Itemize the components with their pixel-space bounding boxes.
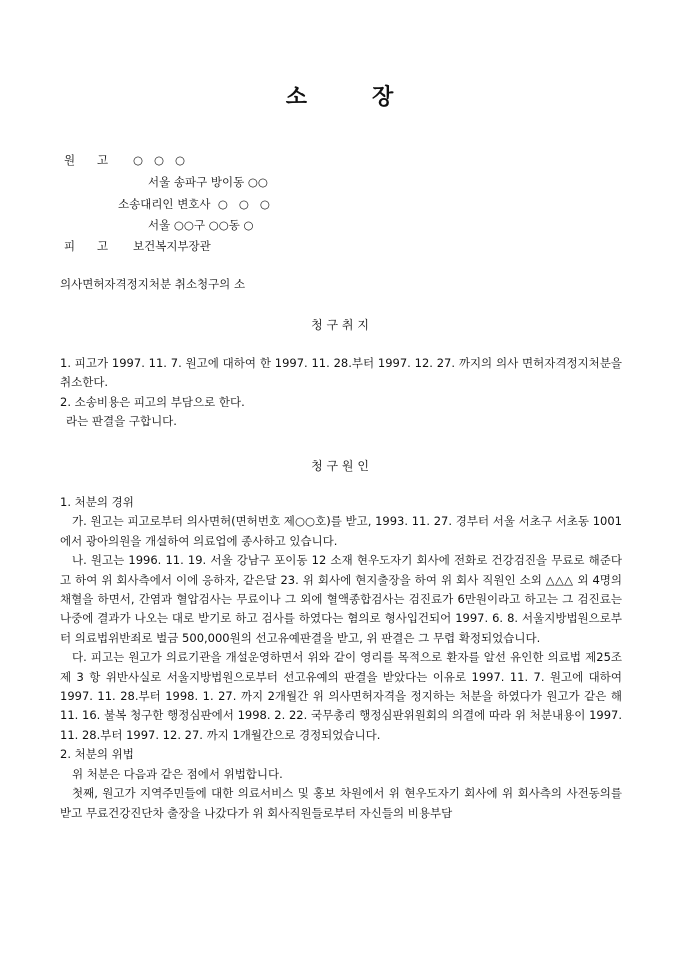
paragraph-da: 다. 피고는 원고가 의료기관을 개설운영하면서 위와 같이 영리를 목적으로 환자를 알선 유인한 의료법 제25조 제 3 항 위반사실로 서울지방법원으로부터 선고유예의 판결을 받았다는 이유로 1997. 11. 7. 원고에 대하여 1997. 11. 28.부터 1998. 1. 27. 까지 2개월간 위 의사면허자격을 정지하는 처분을 하였다가 원고가 같은 해 11. 16. 불복 청구한 행정심판에서 1998. 2. 22. 국무총리 행정심판위원회의 의결에 따라 위 처분내용이 1997. 11. 28.부터 1997. 12. 27. 까지 1개월간으로 경정되었습니다. [60, 650, 622, 742]
plaintiff-name: ○ ○ ○ [133, 153, 186, 167]
attorney-address: 서울 ○○구 ○○동 ○ [148, 218, 254, 232]
cause-body [60, 493, 622, 823]
claim-item-1: 1. 피고가 1997. 11. 7. 원고에 대하여 한 1997. 11. 28.부터 1997. 12. 27. 까지의 의사 면허자격정지처분을 취소한다. [60, 356, 622, 390]
document-title [0, 80, 680, 111]
paragraph-ga: 가. 원고는 피고로부터 의사면허(면허번호 제○○호)를 받고, 1993. 11. 27. 경부터 서울 서초구 서초동 1001에서 광아의원을 개설하여 의료업에 종사하고 있습니다. [60, 514, 622, 548]
title-char-2: 장 [372, 84, 395, 110]
cause-heading: 청 구 원 인 [311, 459, 369, 473]
claim-heading: 청 구 취 지 [311, 318, 369, 332]
plaintiff-label: 원 고 [64, 153, 109, 167]
section1-title: 1. 처분의 경위 [60, 495, 134, 509]
claim-item-2: 2. 소송비용은 피고의 부담으로 한다. [60, 394, 245, 409]
case-name: 의사면허자격정지처분 취소청구의 소 [60, 277, 246, 291]
defendant-name: 보건복지부장관 [133, 239, 211, 253]
plaintiff-address: 서울 송파구 방이동 ○○ [148, 175, 268, 189]
claim-item-3: 라는 판결을 구합니다. [66, 414, 177, 429]
paragraph-na: 나. 원고는 1996. 11. 19. 서울 강남구 포이동 12 소재 현우도자기 회사에 전화로 건강검진을 무료로 해준다고 하여 위 회사측에서 이에 응하자, 같은달 23. 위 회사에 현지출장을 하여 위 회사 직원인 소외 △△△ 외 4명의 채혈을 하면서, 간염과 혈압검사는 무료이나 그 외에 혈액종합검사는 검진료가 6만원이라고 하고는 그 검진료는 나중에 결과가 나오는 대로 받기로 하고 검사를 하였다는 혐의로 형사입건되어 1997. 6. 8. 서울지방법원으로부터 의료법위반죄로 벌금 500,000원의 선고유예판결을 받고, 위 판결은 그 무렵 확정되었습니다. [60, 553, 622, 645]
paragraph-first: 첫째, 원고가 지역주민들에 대한 의료서비스 및 홍보 차원에서 위 현우도자기 회사에 위 회사측의 사전동의를 받고 무료건강진단차 출장을 나갔다가 위 회사직원들로부터 자신들의 비용부담 [60, 786, 622, 820]
defendant-label: 피 고 [64, 239, 109, 253]
attorney: 소송대리인 변호사 ○ ○ ○ [118, 197, 270, 211]
section2-title: 2. 처분의 위법 [60, 747, 134, 762]
claim-items [60, 354, 622, 432]
paragraph-intro: 위 처분은 다음과 같은 점에서 위법합니다. [72, 766, 283, 781]
title-char-1: 소 [285, 84, 308, 110]
